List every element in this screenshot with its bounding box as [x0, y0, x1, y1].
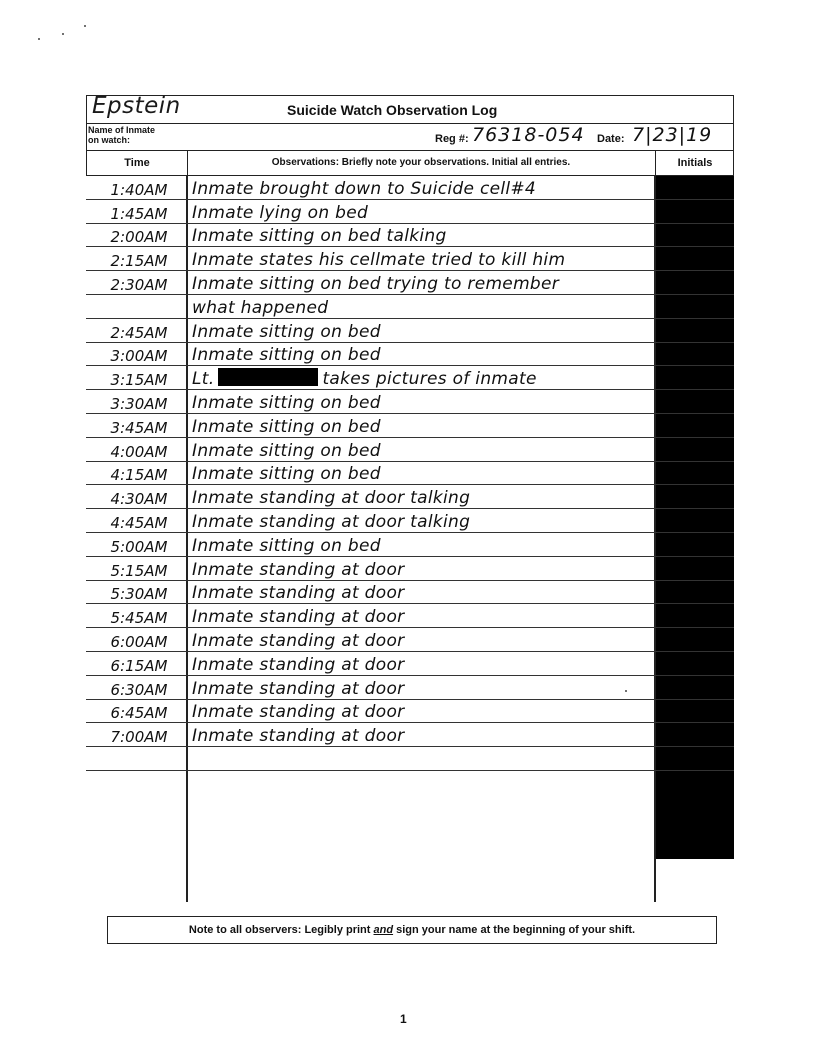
observer-note: [107, 916, 717, 944]
entry-time: 4:15AM: [110, 466, 168, 485]
entry-observation-start: Lt.: [192, 369, 215, 390]
log-row: [86, 200, 734, 224]
note-emphasis: and: [373, 924, 394, 936]
entry-observation: Inmate sitting on bed talking: [192, 226, 447, 247]
log-row: [86, 581, 734, 605]
log-row: [86, 676, 734, 700]
inmate-name: Epstein: [92, 93, 181, 119]
entry-observation: Inmate states his cellmate tried to kill him: [192, 250, 566, 271]
entry-time: 3:30AM: [110, 394, 168, 413]
log-row: [86, 366, 734, 390]
entry-time: 4:00AM: [110, 442, 168, 461]
entry-observation: Inmate sitting on bed: [192, 440, 381, 461]
entry-time: 7:00AM: [110, 728, 168, 747]
entry-observation: Inmate standing at door talking: [192, 488, 471, 509]
log-row: [86, 462, 734, 486]
entry-time: 5:15AM: [110, 561, 168, 580]
log-row: [86, 247, 734, 271]
page-number: 1: [400, 1012, 407, 1026]
entry-observation: Inmate standing at door: [192, 678, 405, 699]
date-value: 7|23|19: [632, 124, 713, 146]
log-row: [86, 628, 734, 652]
entry-observation: Inmate standing at door: [192, 583, 405, 604]
entry-time: 4:30AM: [110, 490, 168, 509]
log-row: [86, 557, 734, 581]
log-row: [86, 271, 734, 295]
scan-speck: [38, 38, 40, 40]
entry-observation-end: takes pictures of inmate: [322, 369, 537, 390]
time-column-header: Time: [87, 151, 188, 175]
entry-time: 4:45AM: [110, 513, 168, 532]
log-row: [86, 604, 734, 628]
entry-observation: Inmate brought down to Suicide cell#4: [192, 178, 537, 199]
log-row: [86, 533, 734, 557]
header-title-row: [86, 95, 734, 123]
observation-log-form: [86, 95, 734, 902]
reg-label: Reg #:: [435, 133, 469, 145]
entry-observation: Inmate standing at door talking: [192, 511, 471, 532]
entry-time: 5:30AM: [110, 585, 168, 604]
entry-time: 6:30AM: [110, 680, 168, 699]
column-headers: [86, 151, 734, 176]
form-title: Suicide Watch Observation Log: [287, 102, 498, 118]
entry-time: 3:15AM: [110, 371, 168, 390]
note-text-start: Note to all observers: Legibly print: [188, 924, 374, 936]
log-row: [86, 224, 734, 248]
entry-observation: Inmate sitting on bed: [192, 345, 381, 366]
log-row: [86, 485, 734, 509]
scan-speck: [84, 25, 86, 27]
inmate-name-label: [88, 125, 155, 145]
log-row: [86, 295, 734, 319]
reg-number: 76318-054: [472, 124, 585, 146]
entry-observation: Inmate standing at door: [192, 726, 405, 747]
entry-observation: Inmate sitting on bed trying to remember: [192, 273, 560, 294]
initials-column-header: Initials: [677, 157, 713, 169]
entry-time: 3:00AM: [110, 347, 168, 366]
log-row: [86, 414, 734, 438]
entry-time: 3:45AM: [110, 418, 168, 437]
entry-observation: Inmate sitting on bed: [192, 321, 381, 342]
entry-observation: Inmate standing at door: [192, 702, 405, 723]
entry-time: 5:45AM: [110, 609, 168, 628]
scan-speck: [62, 33, 64, 35]
log-row: [86, 747, 734, 771]
log-row: [86, 176, 734, 200]
note-text-end: sign your name at the beginning of your shift.: [393, 924, 636, 936]
log-row: [86, 438, 734, 462]
entry-time: 2:15AM: [110, 252, 168, 271]
log-row: [86, 700, 734, 724]
entry-observation: Inmate standing at door: [192, 559, 405, 580]
log-row: [86, 652, 734, 676]
entry-observation: Inmate sitting on bed: [192, 392, 381, 413]
entry-observation: Inmate sitting on bed: [192, 416, 381, 437]
header-info-row: [86, 123, 734, 151]
entry-time: 5:00AM: [110, 537, 168, 556]
entry-observation: Inmate sitting on bed: [192, 535, 381, 556]
entry-observation: Inmate standing at door: [192, 630, 405, 651]
entry-time: 2:30AM: [110, 275, 168, 294]
log-row: [86, 343, 734, 367]
name-redaction-block: [218, 368, 318, 386]
entry-time: 6:00AM: [110, 632, 168, 651]
date-label: Date:: [597, 133, 625, 145]
log-entries: [86, 176, 734, 902]
log-row: [86, 509, 734, 533]
entry-observation: Inmate lying on bed: [192, 202, 369, 223]
observations-column-header: Observations: Briefly note your observations. Initial all entries.: [187, 151, 656, 175]
entry-time: 6:15AM: [110, 656, 168, 675]
entry-time: 2:00AM: [110, 228, 168, 247]
inmate-name-label-line1: Name of Inmate: [88, 125, 156, 135]
entry-observation: Inmate standing at door: [192, 607, 405, 628]
log-row: [86, 723, 734, 747]
entry-time: 6:45AM: [110, 704, 168, 723]
entry-time: 1:45AM: [110, 204, 168, 223]
entry-observation: what happened: [192, 297, 329, 318]
log-row: [86, 319, 734, 343]
entry-time: 2:45AM: [110, 323, 168, 342]
entry-observation: [192, 368, 652, 389]
log-row: [86, 390, 734, 414]
inmate-name-label-line2: on watch:: [88, 135, 130, 145]
entry-observation: Inmate sitting on bed: [192, 464, 381, 485]
entry-time: 1:40AM: [110, 180, 168, 199]
scan-speck: [625, 690, 627, 692]
entry-observation: Inmate standing at door: [192, 654, 405, 675]
